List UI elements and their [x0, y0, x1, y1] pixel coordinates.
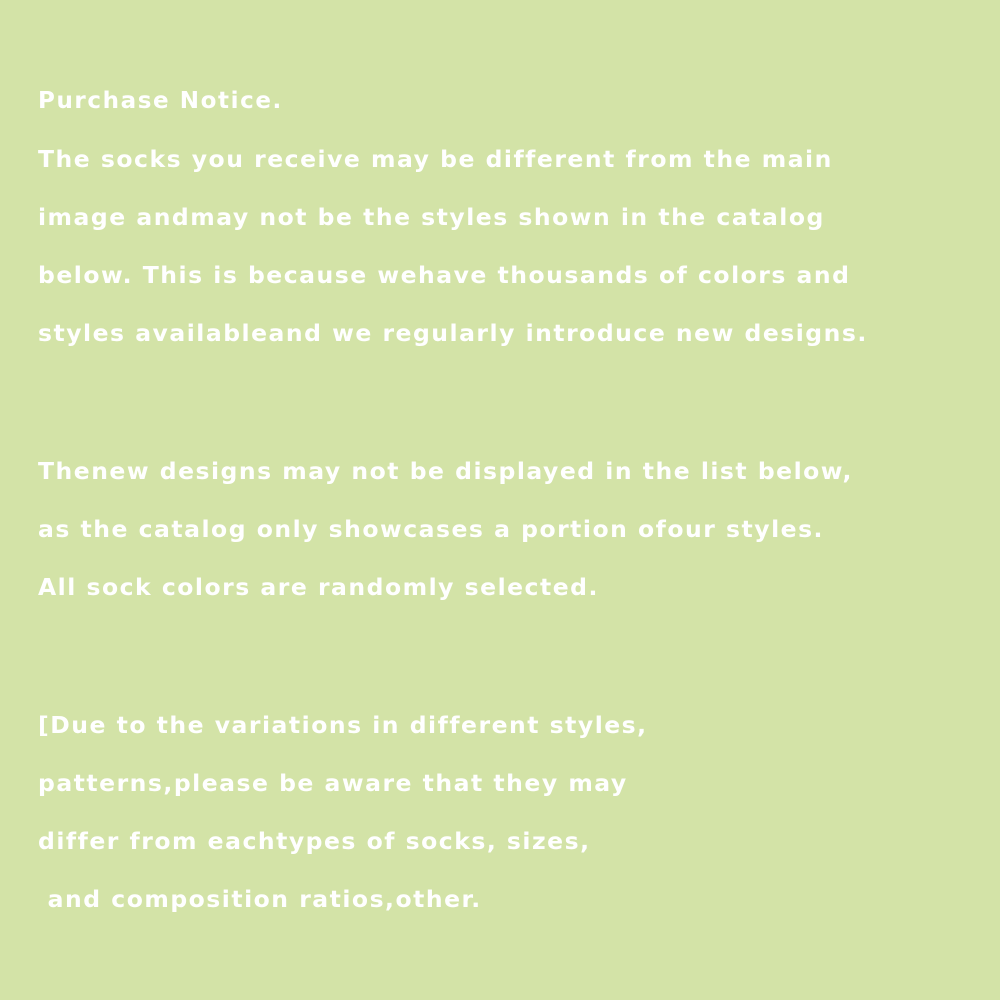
notice-paragraph-2 — [38, 442, 962, 616]
notice-line: image andmay not be the styles shown in the catalog — [38, 203, 825, 231]
page-title: Purchase Notice. — [38, 88, 283, 114]
notice-line: differ from eachtypes of socks, sizes, — [38, 827, 591, 855]
notice-line: styles availableand we regularly introduce new designs. — [38, 319, 868, 347]
notice-line: as the catalog only showcases a portion ofour styles. — [38, 515, 824, 543]
notice-paragraph-3 — [38, 696, 962, 928]
paragraph-spacer — [38, 616, 962, 696]
notice-line: The socks you receive may be different from the main — [38, 145, 833, 173]
notice-paragraph-1 — [38, 130, 962, 362]
notice-line: below. This is because wehave thousands of colors and — [38, 261, 851, 289]
paragraph-spacer — [38, 362, 962, 442]
notice-line: All sock colors are randomly selected. — [38, 573, 599, 601]
notice-line: [Due to the variations in different styles, — [38, 711, 648, 739]
notice-line: patterns,please be aware that they may — [38, 769, 628, 797]
notice-line: Thenew designs may not be displayed in the list below, — [38, 457, 853, 485]
notice-line: and composition ratios,other. — [38, 885, 482, 913]
